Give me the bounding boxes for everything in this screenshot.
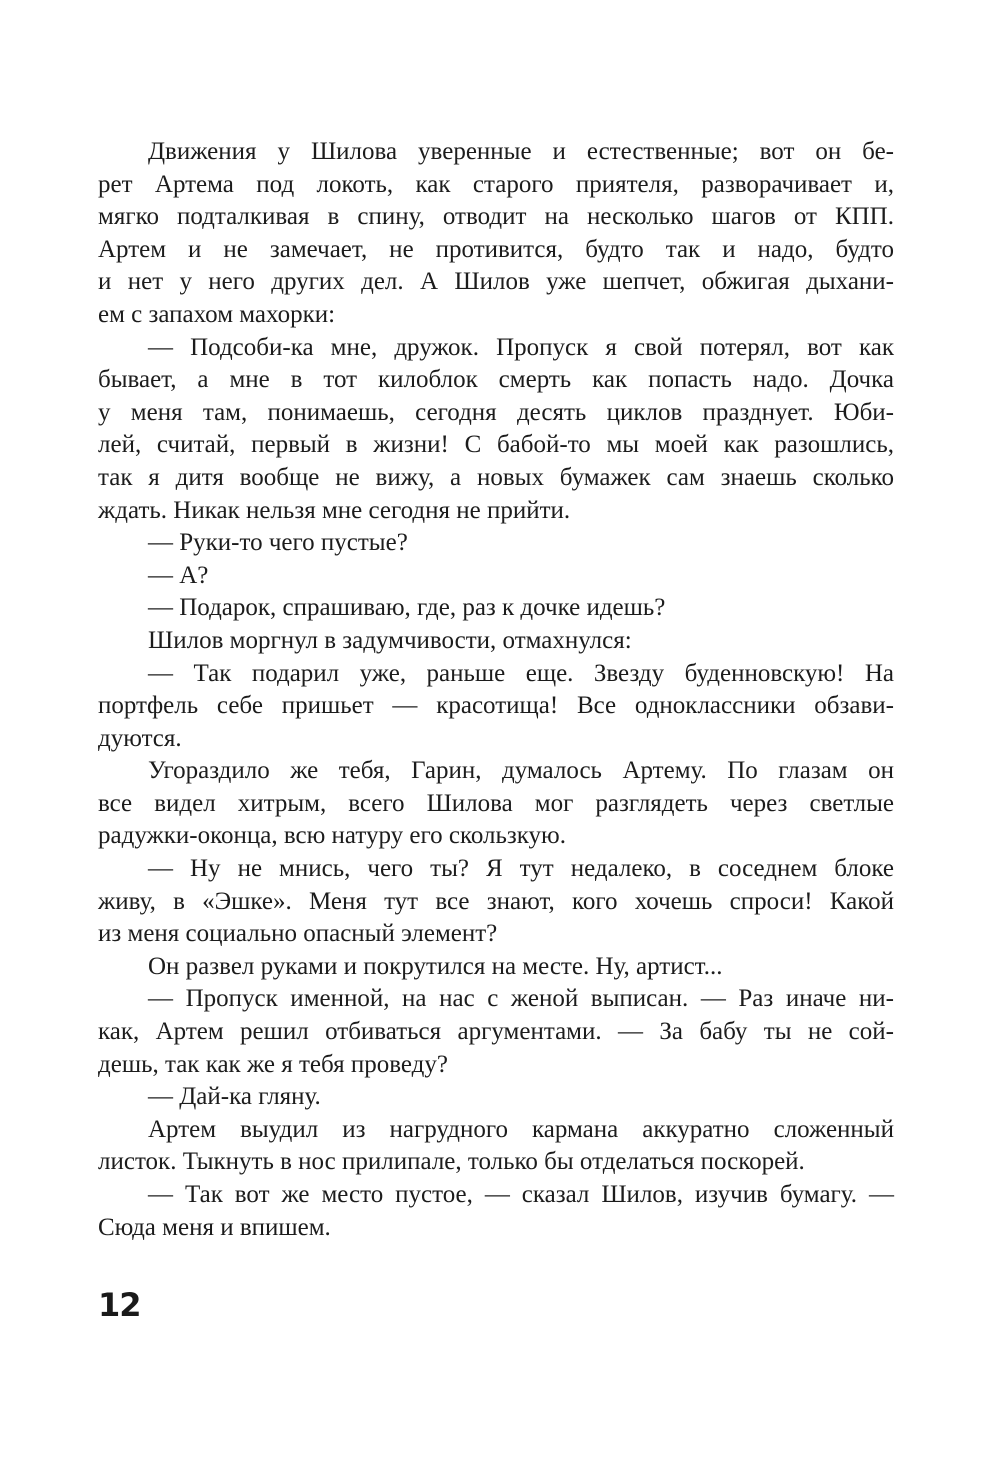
paragraph [98,136,894,332]
paragraph [98,332,894,528]
text-line: у меня там, понимаешь, сегодня десять циклов празднует. Юби- [98,398,894,426]
text-line: — Так вот же место пустое, — сказал Шилов, изучив бумагу. — [148,1181,894,1208]
text-line: портфель себе пришьет — красотища! Все одноклассники обзави- [98,692,894,720]
text-line: — Пропуск именной, на нас с женой выписан. — Раз иначе ни- [148,985,894,1013]
text-line: бывает, а мне в тот килоблок смерть как попасть надо. Дочка [98,366,894,394]
text-line: Сюда меня и впишем. [98,1213,331,1241]
text-line: все видел хитрым, всего Шилова мог разглядеть через светлые [98,789,894,817]
text-line: Движения у Шилова уверенные и естественные; вот он бе- [148,138,894,165]
body-text [98,136,894,1244]
text-line: ждать. Никак нельзя мне сегодня не прийти. [98,496,571,524]
text-line: — Дай-ка гляну. [148,1083,321,1111]
paragraph [98,527,894,560]
text-line: Он развел руками и покрутился на месте. Ну, артист... [148,952,723,980]
text-line: Шилов моргнул в задумчивости, отмахнулся: [148,626,632,654]
text-line: из меня социально опасный элемент? [98,920,498,948]
text-line: — Ну не мнись, чего ты? Я тут недалеко, в соседнем блоке [148,855,894,883]
text-line: так я дитя вообще не вижу, а новых бумажек сам знаешь сколько [98,463,894,491]
text-line: живу, в «Эшке». Меня тут все знают, кого хочешь спроси! Какой [98,887,894,915]
text-line: дуются. [98,724,182,752]
paragraph [98,1179,894,1244]
text-line: рет Артема под локоть, как старого приятеля, разворачивает и, [98,170,894,198]
paragraph [98,592,894,625]
text-line: — А? [148,561,209,589]
text-line: — Подсоби-ка мне, дружок. Пропуск я свой потерял, вот как [148,333,894,361]
paragraph [98,1114,894,1179]
text-line: дешь, так как же я тебя проведу? [98,1050,448,1078]
text-line: — Так подарил уже, раньше еще. Звезду буденновскую! На [148,659,894,687]
paragraph [98,951,894,984]
text-line: как, Артем решил отбиваться аргументами. — За бабу ты не сой- [98,1018,894,1046]
page-number: 12 [98,1286,141,1324]
text-line: Угораздило же тебя, Гарин, думалось Артему. По глазам он [148,757,894,785]
text-line: — Подарок, спрашиваю, где, раз к дочке идешь? [148,594,666,622]
text-line: лей, считай, первый в жизни! С бабой-то мы моей как разошлись, [98,431,894,459]
paragraph [98,983,894,1081]
text-line: Артем и не замечает, не противится, будто так и надо, будто [98,235,894,263]
text-line: радужки-оконца, всю натуру его скользкую. [98,822,566,850]
text-line: Артем выудил из нагрудного кармана аккуратно сложенный [148,1115,894,1143]
text-line: ем с запахом махорки: [98,300,336,328]
paragraph [98,755,894,853]
text-line: листок. Тыкнуть в нос прилипале, только бы отделаться поскорей. [98,1148,805,1176]
text-line: и нет у него других дел. А Шилов уже шепчет, обжигая дыхани- [98,268,894,296]
text-line: мягко подталкивая в спину, отводит на несколько шагов от КПП. [98,203,894,231]
paragraph [98,560,894,593]
paragraph [98,853,894,951]
paragraph [98,658,894,756]
paragraph [98,1081,894,1114]
text-line: — Руки-то чего пустые? [148,529,408,557]
paragraph [98,625,894,658]
